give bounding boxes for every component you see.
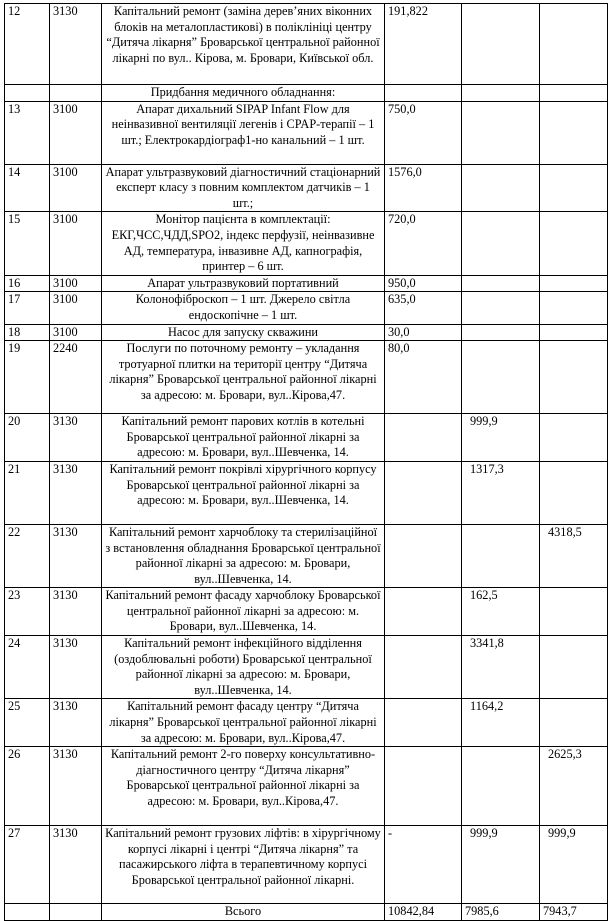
row-number: 23 — [5, 588, 50, 636]
row-number: 15 — [5, 212, 50, 275]
table-row — [5, 101, 608, 164]
amount-year-1 — [385, 414, 462, 462]
amount-year-2: 999,9 — [462, 826, 540, 904]
table-row — [5, 4, 608, 85]
subheading-row — [5, 85, 608, 102]
expense-code: 3130 — [50, 588, 102, 636]
item-description: Капітальний ремонт інфекційного відділення (оздоблювальні роботи) Броварської центральної районної лікарні за адресою: м. Бровари, вул..Шевченка, 14. — [102, 636, 385, 699]
expense-code: 3130 — [50, 461, 102, 524]
row-number: 26 — [5, 747, 50, 826]
expense-code: 3100 — [50, 164, 102, 212]
amount-year-3 — [540, 699, 608, 747]
table-row — [5, 699, 608, 747]
amount-year-3 — [540, 324, 608, 341]
amount-year-3 — [540, 4, 608, 85]
amount-year-2 — [462, 747, 540, 826]
item-description: Капітальний ремонт покрівлі хірургічного корпусу Броварської центральної районної лікарні за адресою: м. Бровари, вул..Шевченка, 14. — [102, 461, 385, 524]
amount-year-1: 750,0 — [385, 101, 462, 164]
row-number: 18 — [5, 324, 50, 341]
section-subheading: Придбання медичного обладнання: — [102, 85, 385, 102]
amount-year-3 — [540, 212, 608, 275]
expense-code: 3130 — [50, 524, 102, 587]
expense-code: 3130 — [50, 4, 102, 85]
amount-year-3 — [540, 101, 608, 164]
amount-year-1: 950,0 — [385, 275, 462, 292]
table-rows — [5, 101, 608, 904]
amount-year-3 — [540, 164, 608, 212]
amount-year-1: 80,0 — [385, 341, 462, 414]
amount-year-1 — [385, 636, 462, 699]
amount-year-2 — [462, 341, 540, 414]
amount-year-2 — [462, 524, 540, 587]
expense-code: 3100 — [50, 101, 102, 164]
row-number: 27 — [5, 826, 50, 904]
total-year-1: 10842,84 — [385, 904, 462, 921]
item-description: Послуги по поточному ремонту – укладання тротуарної плитки на території центру “Дитяча лікарня” Броварської центральної районної лікарні за адресою: м. Бровари, вул..Кірова,47. — [102, 341, 385, 414]
amount-year-3 — [540, 275, 608, 292]
amount-year-1: 1576,0 — [385, 164, 462, 212]
amount-year-2: 999,9 — [462, 414, 540, 462]
amount-year-2 — [462, 164, 540, 212]
expense-code: 3130 — [50, 699, 102, 747]
amount-year-2: 1317,3 — [462, 461, 540, 524]
amount-year-2 — [462, 4, 540, 85]
item-description: Капітальний ремонт парових котлів в котельні Броварської центральної районної лікарні за адресою: м. Бровари, вул..Шевченка, 14. — [102, 414, 385, 462]
row-number: 16 — [5, 275, 50, 292]
amount-year-1 — [385, 588, 462, 636]
amount-year-3 — [540, 636, 608, 699]
amount-year-1: 30,0 — [385, 324, 462, 341]
item-description: Капітальний ремонт (заміна дерев’яних віконних блоків на металопластикові) в поліклініці центру “Дитяча лікарня” Броварської центральної районної лікарні по вул.. Кірова, м. Бровари, Київської обл. — [102, 4, 385, 85]
expense-code: 3130 — [50, 414, 102, 462]
amount-year-2 — [462, 292, 540, 324]
total-year-2: 7985,6 — [462, 904, 540, 921]
item-description: Насос для запуску скважини — [102, 324, 385, 341]
amount-year-1: 635,0 — [385, 292, 462, 324]
table-row — [5, 275, 608, 292]
table-row — [5, 341, 608, 414]
amount-year-1: - — [385, 826, 462, 904]
row-number: 25 — [5, 699, 50, 747]
row-number: 17 — [5, 292, 50, 324]
item-description: Апарат ультразвуковий портативний — [102, 275, 385, 292]
amount-year-3: 4318,5 — [540, 524, 608, 587]
item-description: Капітальний ремонт грузових ліфтів: в хірургічному корпусі лікарні і центрі “Дитяча лікарня” та пасажирського ліфта в терапевтичному корпусі Броварської центральної районної лікарні. — [102, 826, 385, 904]
expense-code: 3130 — [50, 636, 102, 699]
total-year-3: 7943,7 — [540, 904, 608, 921]
item-description: Капітальний ремонт фасаду центру “Дитяча лікарня” Броварської центральної районної лікарні за адресою: м. Бровари, вул..Кірова,47. — [102, 699, 385, 747]
row-number: 13 — [5, 101, 50, 164]
total-row — [5, 904, 608, 921]
row-number: 19 — [5, 341, 50, 414]
expense-code: 3100 — [50, 275, 102, 292]
expense-code: 3100 — [50, 324, 102, 341]
table-row — [5, 588, 608, 636]
row-number: 24 — [5, 636, 50, 699]
amount-year-3 — [540, 341, 608, 414]
amount-year-2: 3341,8 — [462, 636, 540, 699]
row-number: 22 — [5, 524, 50, 587]
amount-year-3 — [540, 588, 608, 636]
amount-year-1: 191,822 — [385, 4, 462, 85]
budget-table — [4, 3, 608, 921]
table-row — [5, 292, 608, 324]
row-number: 12 — [5, 4, 50, 85]
amount-year-1 — [385, 747, 462, 826]
expense-code: 2240 — [50, 341, 102, 414]
amount-year-3: 999,9 — [540, 826, 608, 904]
amount-year-3 — [540, 292, 608, 324]
table-row — [5, 164, 608, 212]
item-description: Капітальний ремонт харчоблоку та стерилізаційної з встановлення обладнання Броварської центральної районної лікарні за адресою: м. Бровари, вул..Шевченка, 14. — [102, 524, 385, 587]
item-description: Капітальний ремонт 2-го поверху консультативно-діагностичного центру “Дитяча лікарня” Броварської центральної районної лікарні за адресою: м. Бровари, вул..Кірова,47. — [102, 747, 385, 826]
table-row — [5, 414, 608, 462]
row-number: 20 — [5, 414, 50, 462]
table-row — [5, 747, 608, 826]
amount-year-1 — [385, 461, 462, 524]
row-number: 14 — [5, 164, 50, 212]
expense-code: 3100 — [50, 292, 102, 324]
table-row — [5, 826, 608, 904]
amount-year-3: 2625,3 — [540, 747, 608, 826]
expense-code: 3130 — [50, 747, 102, 826]
amount-year-1 — [385, 524, 462, 587]
total-label: Всього — [102, 904, 385, 921]
table-row — [5, 524, 608, 587]
item-description: Апарат ультразвуковий діагностичний стаціонарний експерт класу з повним комплектом датчиків – 1 шт.; — [102, 164, 385, 212]
amount-year-2 — [462, 101, 540, 164]
table-row — [5, 324, 608, 341]
item-description: Колонофіброскоп – 1 шт. Джерело світла ендоскопічне – 1 шт. — [102, 292, 385, 324]
table-row — [5, 212, 608, 275]
amount-year-2: 1164,2 — [462, 699, 540, 747]
amount-year-2 — [462, 275, 540, 292]
table-row — [5, 636, 608, 699]
amount-year-2 — [462, 324, 540, 341]
amount-year-1: 720,0 — [385, 212, 462, 275]
table-row — [5, 461, 608, 524]
amount-year-1 — [385, 699, 462, 747]
amount-year-3 — [540, 461, 608, 524]
amount-year-2: 162,5 — [462, 588, 540, 636]
item-description: Монітор пацієнта в комплектації: ЕКГ,ЧСС,ЧДД,SPO2, індекс перфузії, неінвазивне АД, температура, інвазивне АД, капнографія, принтер – 6 шт. — [102, 212, 385, 275]
row-number: 21 — [5, 461, 50, 524]
item-description: Апарат дихальний SIPAP Infant Flow для неінвазивної вентиляції легенів і CPAP-терапії – 1 шт.; Електрокардіограф1-но канальний – 1 шт. — [102, 101, 385, 164]
amount-year-3 — [540, 414, 608, 462]
expense-code: 3130 — [50, 826, 102, 904]
amount-year-2 — [462, 212, 540, 275]
item-description: Капітальний ремонт фасаду харчоблоку Броварської центральної районної лікарні за адресою: м. Бровари, вул..Шевченка, 14. — [102, 588, 385, 636]
expense-code: 3100 — [50, 212, 102, 275]
